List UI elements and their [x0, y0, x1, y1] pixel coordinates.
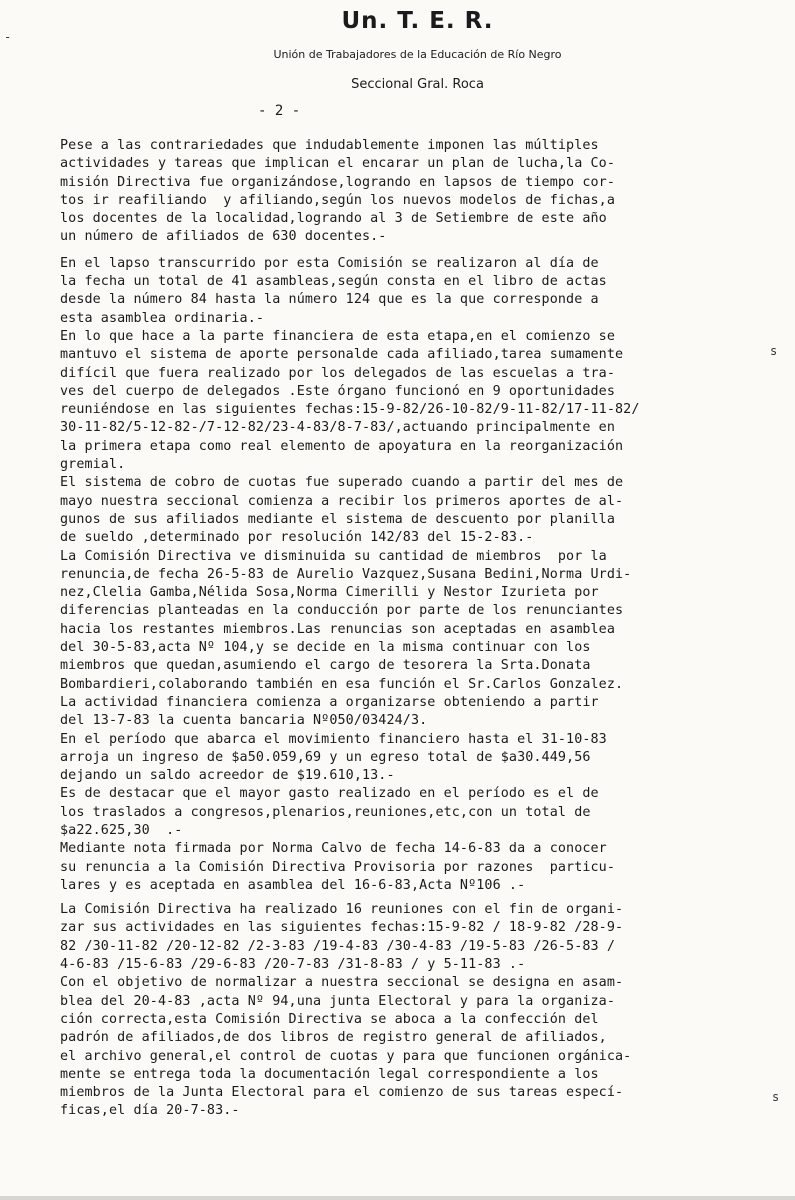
paragraph [60, 901, 785, 974]
paragraph [60, 694, 785, 731]
page-edge [0, 1196, 795, 1200]
text-line: gremial. [60, 457, 126, 473]
text-line: renuncia,de fecha 26-5-83 de Aurelio Vazquez,Susana Bedini,Norma Urdi- [60, 566, 632, 582]
text-line: un número de afiliados de 630 docentes.- [60, 229, 387, 245]
text-line: hacia los restantes miembros.Las renuncias son aceptadas en asamblea [60, 621, 616, 637]
text-line: los docentes de la localidad,logrando al 3 de Setiembre de este año [60, 211, 607, 227]
text-line: tos ir reafiliando y afiliando,según los nuevos modelos de fichas,a [60, 192, 616, 208]
text-line: ción correcta,esta Comisión Directiva se aboca a la confección del [60, 1011, 599, 1027]
paragraph [60, 785, 785, 840]
branch-name: Seccional Gral. Roca [351, 77, 484, 92]
text-line: padrón de afiliados,de dos libros de registro general de afiliados, [60, 1030, 607, 1046]
text-line: ves del cuerpo de delegados .Este órgano funcionó en 9 oportunidades [60, 383, 616, 399]
text-line: $a22.625,30 .- [60, 822, 183, 838]
text-line: Pese a las contrariedades que indudablemente imponen las múltiples [60, 138, 599, 153]
text-line: blea del 20-4-83 ,acta Nº 94,una junta Electoral y para la organiza- [60, 993, 616, 1009]
text-line: 82 /30-11-82 /20-12-82 /2-3-83 /19-4-83 /30-4-83 /19-5-83 /26-5-83 / [60, 938, 616, 954]
text-line: el archivo general,el control de cuotas y para que funcionen orgánica- [60, 1048, 632, 1064]
text-line: la fecha un total de 41 asambleas,según consta en el libro de actas [60, 274, 607, 290]
margin-mark: - [4, 30, 12, 44]
text-line: nez,Clelia Gamba,Nélida Sosa,Norma Cimerilli y Nestor Izurieta por [60, 585, 599, 601]
paragraph [60, 474, 785, 547]
text-line: lares y es aceptada en asamblea del 16-6-83,Acta Nº106 .- [60, 877, 526, 893]
paragraph [60, 137, 785, 247]
text-line: mente se entrega toda la documentación legal correspondiente a los [60, 1066, 599, 1082]
paragraph [60, 840, 785, 895]
text-line: Mediante nota firmada por Norma Calvo de fecha 14-6-83 da a conocer [60, 841, 607, 857]
text-line: 30-11-82/5-12-82-/7-12-82/23-4-83/8-7-83/,actuando principalmente en [60, 420, 616, 436]
organization-title: Un. T. E. R. [341, 8, 494, 34]
text-line: actividades y tareas que implican el encarar un plan de lucha,la Co- [60, 156, 616, 172]
text-line: dejando un saldo acreedor de $19.610,13.- [60, 768, 395, 784]
text-line: reuniéndose en las siguientes fechas:15-9-82/26-10-82/9-11-82/17-11-82/ [60, 402, 640, 418]
text-line: Es de destacar que el mayor gasto realizado en el período es el de [60, 786, 599, 802]
text-line: miembros que quedan,asumiendo el cargo de tesorera la Srta.Donata [60, 658, 591, 674]
text-line: la primera etapa como real elemento de apoyatura en la reorganización [60, 438, 624, 454]
text-line: 4-6-83 /15-6-83 /29-6-83 /20-7-83 /31-8-83 / y 5-11-83 .- [60, 957, 526, 973]
text-line: mantuvo el sistema de aporte personalde cada afiliado,tarea sumamente [60, 347, 624, 363]
paragraph [60, 974, 785, 1120]
text-line: desde la número 84 hasta la número 124 que es la que corresponde a [60, 292, 599, 308]
text-line: La Comisión Directiva ha realizado 16 reuniones con el fin de organi- [60, 902, 624, 918]
text-line: En lo que hace a la parte financiera de esta etapa,en el comienzo se [60, 328, 616, 344]
text-line: ficas,el día 20-7-83.- [60, 1103, 240, 1119]
text-line: diferencias planteadas en la conducción por parte de los renunciantes [60, 603, 624, 619]
text-line: esta asamblea ordinaria.- [60, 310, 265, 326]
page-number: - 2 - [258, 103, 301, 119]
text-line: En el período que abarca el movimiento financiero hasta el 31-10-83 [60, 731, 607, 747]
text-line: La actividad financiera comienza a organizarse obteniendo a partir [60, 694, 599, 710]
text-line: gunos de sus afiliados mediante el sistema de descuento por planilla [60, 511, 616, 527]
text-line: En el lapso transcurrido por esta Comisión se realizaron al día de [60, 255, 599, 271]
margin-mark: s [770, 344, 778, 358]
document-body [60, 137, 785, 1121]
text-line: del 30-5-83,acta Nº 104,y se decide en la misma continuar con los [60, 640, 591, 656]
text-line: Con el objetivo de normalizar a nuestra seccional se designa en asam- [60, 975, 624, 991]
text-line: El sistema de cobro de cuotas fue superado cuando a partir del mes de [60, 475, 624, 491]
text-line: difícil que fuera realizado por los delegados de las escuelas a tra- [60, 365, 616, 381]
text-line: de sueldo ,determinado por resolución 142/83 del 15-2-83.- [60, 530, 534, 546]
text-line: arroja un ingreso de $a50.059,69 y un egreso total de $a30.449,56 [60, 749, 591, 765]
organization-subtitle: Unión de Trabajadores de la Educación de Río Negro [273, 48, 562, 61]
text-line: Bombardieri,colaborando también en esa función el Sr.Carlos Gonzalez. [60, 676, 624, 692]
text-line: mayo nuestra seccional comienza a recibir los primeros aportes de al- [60, 493, 624, 509]
text-line: miembros de la Junta Electoral para el comienzo de sus tareas especí- [60, 1085, 624, 1101]
text-line: los traslados a congresos,plenarios,reuniones,etc,con un total de [60, 804, 591, 820]
paragraph [60, 328, 785, 474]
text-line: La Comisión Directiva ve disminuida su cantidad de miembros por la [60, 548, 607, 564]
text-line: misión Directiva fue organizándose,logrando en lapsos de tiempo cor- [60, 174, 616, 190]
text-line: zar sus actividades en las siguientes fechas:15-9-82 / 18-9-82 /28-9- [60, 920, 624, 936]
text-line: su renuncia a la Comisión Directiva Provisoria por razones particu- [60, 859, 616, 875]
paragraph [60, 731, 785, 786]
margin-mark: s [772, 1090, 780, 1104]
paragraph [60, 255, 785, 328]
paragraph [60, 548, 785, 694]
text-line: del 13-7-83 la cuenta bancaria Nº050/03424/3. [60, 713, 428, 729]
